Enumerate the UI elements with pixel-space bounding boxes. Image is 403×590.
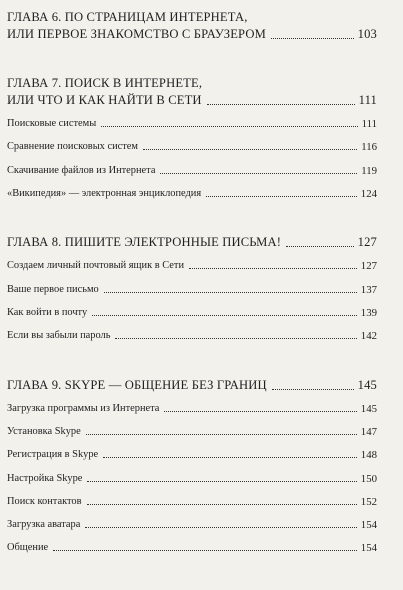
- dot-leader: [87, 504, 357, 505]
- section-entry: [7, 448, 377, 462]
- section-title: Установка Skype: [7, 426, 81, 437]
- section-page: 119: [361, 165, 377, 177]
- section-title: Загрузка программы из Интернета: [7, 403, 160, 414]
- dot-leader: [286, 246, 354, 247]
- dot-leader: [272, 389, 354, 390]
- dot-leader: [206, 196, 357, 197]
- dot-leader: [104, 292, 357, 293]
- section-title: Скачивание файлов из Интернета: [7, 165, 156, 176]
- section-entry: [7, 402, 377, 416]
- chapter-6-page: 103: [357, 27, 377, 41]
- section-title: Поисковые системы: [7, 118, 97, 129]
- section-title: Регистрация в Skype: [7, 449, 99, 460]
- section-title: Ваше первое письмо: [7, 284, 99, 295]
- section-entry: [7, 329, 377, 343]
- section-page: 111: [361, 118, 377, 130]
- chapter-9-page: 145: [357, 378, 377, 392]
- section-page: 139: [360, 307, 377, 319]
- dot-leader: [85, 527, 356, 528]
- section-title: Создаем личный почтовый ящик в Сети: [7, 260, 185, 271]
- chapter-7-title-line1: ГЛАВА 7. ПОИСК В ИНТЕРНЕТЕ,: [7, 76, 203, 90]
- dot-leader: [53, 550, 357, 551]
- chapter-7-page: 111: [358, 93, 377, 107]
- chapter-8-entry: [7, 234, 377, 251]
- section-entry: [7, 541, 377, 555]
- section-entry: [7, 140, 377, 154]
- dot-leader: [87, 481, 356, 482]
- section-page: 148: [360, 449, 377, 461]
- section-page: 145: [360, 403, 377, 415]
- chapter-8-title: ГЛАВА 8. ПИШИТЕ ЭЛЕКТРОННЫЕ ПИСЬМА!: [7, 235, 282, 249]
- section-entry: [7, 283, 377, 297]
- chapter-9-title: ГЛАВА 9. SKYPE — ОБЩЕНИЕ БЕЗ ГРАНИЦ: [7, 378, 267, 392]
- section-page: 152: [360, 496, 377, 508]
- section-page: 154: [360, 519, 377, 531]
- section-title: Если вы забыли пароль: [7, 330, 111, 341]
- section-title: Настройка Skype: [7, 473, 83, 484]
- chapter-7-title-line2: ИЛИ ЧТО И КАК НАЙТИ В СЕТИ: [7, 93, 202, 107]
- section-page: 127: [360, 260, 377, 272]
- section-entry: [7, 425, 377, 439]
- section-page: 150: [360, 473, 377, 485]
- dot-leader: [86, 434, 357, 435]
- section-title: Как войти в почту: [7, 307, 88, 318]
- section-entry: [7, 117, 377, 131]
- section-page: 154: [360, 542, 377, 554]
- section-entry: [7, 472, 377, 486]
- dot-leader: [101, 126, 357, 127]
- chapter-9-entry: [7, 377, 377, 394]
- dot-leader: [189, 268, 357, 269]
- dot-leader: [160, 173, 357, 174]
- section-entry: [7, 306, 377, 320]
- section-title: Загрузка аватара: [7, 519, 81, 530]
- section-title: Общение: [7, 542, 49, 553]
- section-entry: [7, 518, 377, 532]
- dot-leader: [164, 411, 356, 412]
- chapter-7-entry: [7, 75, 377, 109]
- dot-leader: [143, 149, 357, 150]
- section-page: 142: [360, 330, 377, 342]
- dot-leader: [115, 338, 356, 339]
- section-title: Поиск контактов: [7, 496, 82, 507]
- dot-leader: [103, 457, 357, 458]
- section-entry: [7, 259, 377, 273]
- section-title: Сравнение поисковых систем: [7, 141, 138, 152]
- section-page: 116: [361, 141, 377, 153]
- dot-leader: [207, 104, 355, 105]
- section-page: 124: [360, 188, 377, 200]
- section-title: «Википедия» — электронная энциклопедия: [7, 188, 202, 199]
- section-page: 137: [360, 284, 377, 296]
- section-entry: [7, 187, 377, 201]
- section-entry: [7, 495, 377, 509]
- section-entry: [7, 164, 377, 178]
- chapter-8-page: 127: [357, 235, 377, 249]
- section-page: 147: [360, 426, 377, 438]
- chapter-6-title-line1: ГЛАВА 6. ПО СТРАНИЦАМ ИНТЕРНЕТА,: [7, 10, 248, 24]
- chapter-6-entry: [7, 9, 377, 43]
- dot-leader: [271, 38, 354, 39]
- chapter-6-title-line2: ИЛИ ПЕРВОЕ ЗНАКОМСТВО С БРАУЗЕРОМ: [7, 27, 266, 41]
- dot-leader: [92, 315, 357, 316]
